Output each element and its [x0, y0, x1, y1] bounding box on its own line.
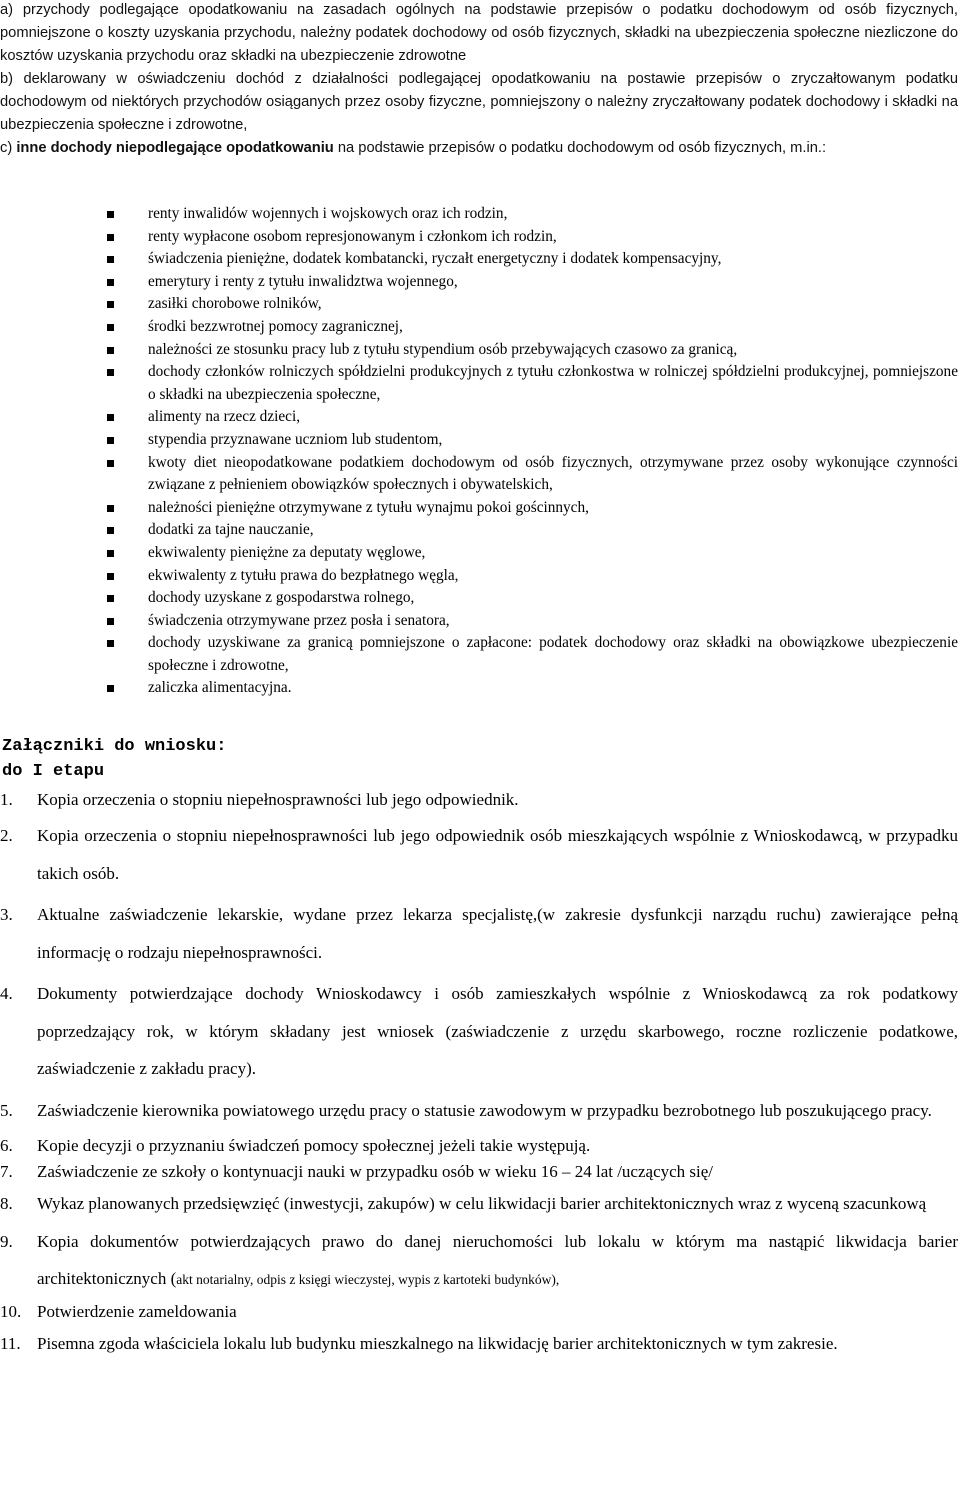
income-item-c-rest: na podstawie przepisów o podatku dochodowym od osób fizycznych, m.in.: — [333, 140, 827, 156]
square-bullet-icon — [107, 211, 114, 218]
list-item-number: 6. — [0, 1136, 13, 1155]
list-item-text: dodatki za tajne nauczanie, — [148, 521, 314, 539]
list-item — [107, 429, 958, 452]
list-item-text: Kopia orzeczenia o stopniu niepełnosprawności lub jego odpowiednik osób mieszkających wspólnie z Wnioskodawcą, w przypadku takich osób. — [37, 826, 958, 883]
square-bullet-icon — [107, 256, 114, 263]
list-item — [0, 1223, 958, 1299]
list-item — [0, 1159, 958, 1185]
list-item — [107, 565, 958, 588]
list-item — [0, 1325, 958, 1363]
list-item-text: Potwierdzenie zameldowania — [37, 1301, 237, 1321]
list-item-text: należności ze stosunku pracy lub z tytułu stypendium osób przebywających czasowo za granicą, — [148, 340, 738, 358]
square-bullet-icon — [107, 527, 114, 534]
list-item — [0, 896, 958, 971]
list-item-text: Dokumenty potwierdzające dochody Wnioskodawcy i osób zamieszkałych wspólnie z Wnioskodawcą za rok podatkowy poprzedzający rok, w którym składany jest wniosek (zaświadczenie z urzędu skarbowego, roczne rozliczenie podatkowe, zaświadczenie z zakładu pracy). — [37, 984, 958, 1078]
list-item-number: 3. — [0, 905, 13, 924]
list-item-note: akt notarialny, odpis z księgi wieczystej, wypis z kartoteki budynków), — [176, 1272, 560, 1287]
list-item-text: dochody uzyskane z gospodarstwa rolnego, — [148, 589, 415, 607]
list-item — [107, 497, 958, 520]
list-item — [0, 1185, 958, 1223]
list-item — [107, 610, 958, 633]
square-bullet-icon — [107, 279, 114, 286]
list-item-text: ekwiwalenty pieniężne za deputaty węglowe, — [148, 543, 426, 561]
income-item-a: a) przychody podlegające opodatkowaniu na zasadach ogólnych na podstawie przepisów o podatku dochodowym od osób fizycznych, pomniejszone o koszty uzyskania przychodu, należny podatek dochodowy od osób fizycznych, składki na ubezpieczenia społeczne niezliczone do kosztów uzyskania przychodu oraz składki na ubezpieczenie zdrowotne — [0, 2, 958, 64]
list-item — [0, 1092, 958, 1130]
list-item — [0, 817, 958, 892]
list-item — [107, 587, 958, 610]
list-item-number: 8. — [0, 1194, 13, 1213]
list-item-text: kwoty diet nieopodatkowane podatkiem dochodowym od osób fizycznych, otrzymywane przez osoby wykonujące czynności związane z pełnieniem obowiązków społecznych i obywatelskich, — [148, 453, 958, 494]
list-item-text: świadczenia otrzymywane przez posła i senatora, — [148, 611, 450, 629]
list-item-text: środki bezzwrotnej pomocy zagranicznej, — [148, 317, 403, 335]
square-bullet-icon — [107, 573, 114, 580]
square-bullet-icon — [107, 347, 114, 354]
list-item — [107, 519, 958, 542]
list-item — [107, 677, 958, 700]
square-bullet-icon — [107, 685, 114, 692]
list-item-text: świadczenia pieniężne, dodatek kombatancki, ryczałt energetyczny i dodatek kompensacyjny, — [148, 250, 722, 268]
list-item-text: Wykaz planowanych przedsięwzięć (inwestycji, zakupów) w celu likwidacji barier architektonicznych wraz z wyceną szacunkową — [37, 1194, 927, 1213]
list-item — [0, 1299, 958, 1325]
list-item — [107, 271, 958, 294]
list-item-text: dochody członków rolniczych spółdzielni produkcyjnych z tytułu członkostwa w rolniczej spółdzielni produkcyjnej, pomniejszone o składki na ubezpieczenia społeczne, — [148, 363, 958, 403]
list-item-text: zasiłki chorobowe rolników, — [148, 295, 322, 313]
income-item-b: b) deklarowany w oświadczeniu dochód z działalności podlegającej opodatkowaniu na postawie przepisów o zryczałtowanym podatku dochodowym od niektórych przychodów osiąganych przez osoby fizyczne, pomniejszony o należny zryczałtowany podatek dochodowy i składki na ubezpieczenia społeczne i zdrowotne, — [0, 71, 958, 133]
list-item-text: Kopia dokumentów potwierdzających prawo do danej nieruchomości lub lokalu w którym ma nastąpić likwidacja barier architektonicznych ( — [37, 1231, 958, 1288]
list-item — [107, 632, 958, 677]
list-item-text: Kopie decyzji o przyznaniu świadczeń pomocy społecznej jeżeli takie występują. — [37, 1136, 591, 1155]
list-item — [0, 1133, 958, 1159]
list-item — [107, 203, 958, 226]
list-item-text: emerytury i renty z tytułu inwalidztwa wojennego, — [148, 272, 458, 290]
list-item-text: należności pieniężne otrzymywane z tytułu wynajmu pokoi gościnnych, — [148, 498, 589, 516]
square-bullet-icon — [107, 505, 114, 512]
exempt-income-list — [107, 203, 958, 700]
attachments-heading: Załączniki do wniosku: — [2, 737, 227, 756]
list-item-number: 1. — [0, 790, 13, 809]
square-bullet-icon — [107, 640, 114, 647]
square-bullet-icon — [107, 595, 114, 602]
list-item — [107, 248, 958, 271]
list-item-text: alimenty na rzecz dzieci, — [148, 408, 301, 426]
square-bullet-icon — [107, 234, 114, 241]
list-item-text: Pisemna zgoda właściciela lokalu lub budynku mieszkalnego na likwidację barier architektonicznych w tym zakresie. — [37, 1333, 838, 1353]
list-item-number: 5. — [0, 1100, 13, 1120]
square-bullet-icon — [107, 550, 114, 557]
income-definitions — [0, 0, 958, 160]
list-item — [107, 406, 958, 429]
list-item-text: Aktualne zaświadczenie lekarskie, wydane przez lekarza specjalistę,(w zakresie dysfunkcji narządu ruchu) zawierające pełną informację o rodzaju niepełnosprawności. — [37, 905, 958, 962]
list-item — [107, 542, 958, 565]
list-item — [107, 316, 958, 339]
list-item-text: Kopia orzeczenia o stopniu niepełnosprawności lub jego odpowiednik. — [37, 790, 519, 809]
income-item-c-prefix: c) — [0, 140, 17, 156]
list-item-text: renty wypłacone osobom represjonowanym i członkom ich rodzin, — [148, 227, 557, 245]
income-item-c — [0, 137, 958, 160]
list-item — [0, 787, 958, 813]
list-item-text: Zaświadczenie kierownika powiatowego urzędu pracy o statusie zawodowym w przypadku bezrobotnego lub poszukującego pracy. — [37, 1100, 932, 1120]
list-item — [107, 452, 958, 497]
list-item — [107, 339, 958, 362]
attachments-subheading: do I etapu — [2, 762, 105, 781]
square-bullet-icon — [107, 460, 114, 467]
list-item-text: Zaświadczenie ze szkoły o kontynuacji nauki w przypadku osób w wieku 16 – 24 lat /uczących się/ — [37, 1162, 714, 1181]
list-item-number: 11. — [0, 1333, 21, 1353]
income-item-c-bold: inne dochody niepodlegające opodatkowaniu — [16, 140, 334, 156]
list-item-number: 7. — [0, 1162, 13, 1181]
list-item-text: zaliczka alimentacyjna. — [148, 679, 292, 697]
list-item — [0, 975, 958, 1088]
square-bullet-icon — [107, 369, 114, 376]
list-item-text: renty inwalidów wojennych i wojskowych oraz ich rodzin, — [148, 205, 508, 222]
list-item-text: stypendia przyznawane uczniom lub studentom, — [148, 430, 443, 448]
list-item — [107, 361, 958, 406]
list-item-number: 4. — [0, 984, 13, 1003]
square-bullet-icon — [107, 324, 114, 331]
square-bullet-icon — [107, 437, 114, 444]
list-item — [107, 293, 958, 316]
square-bullet-icon — [107, 414, 114, 421]
list-item-number: 2. — [0, 826, 13, 845]
square-bullet-icon — [107, 618, 114, 625]
list-item-text: ekwiwalenty z tytułu prawa do bezpłatnego węgla, — [148, 566, 459, 584]
list-item-number: 9. — [0, 1231, 13, 1251]
list-item — [107, 226, 958, 249]
list-item-number: 10. — [0, 1301, 22, 1321]
list-item-text: dochody uzyskiwane za granicą pomniejszone o zapłacone: podatek dochodowy oraz składki na obowiązkowe ubezpieczenie społeczne i zdrowotne, — [148, 634, 958, 674]
attachments-list — [0, 787, 958, 1362]
square-bullet-icon — [107, 301, 114, 308]
